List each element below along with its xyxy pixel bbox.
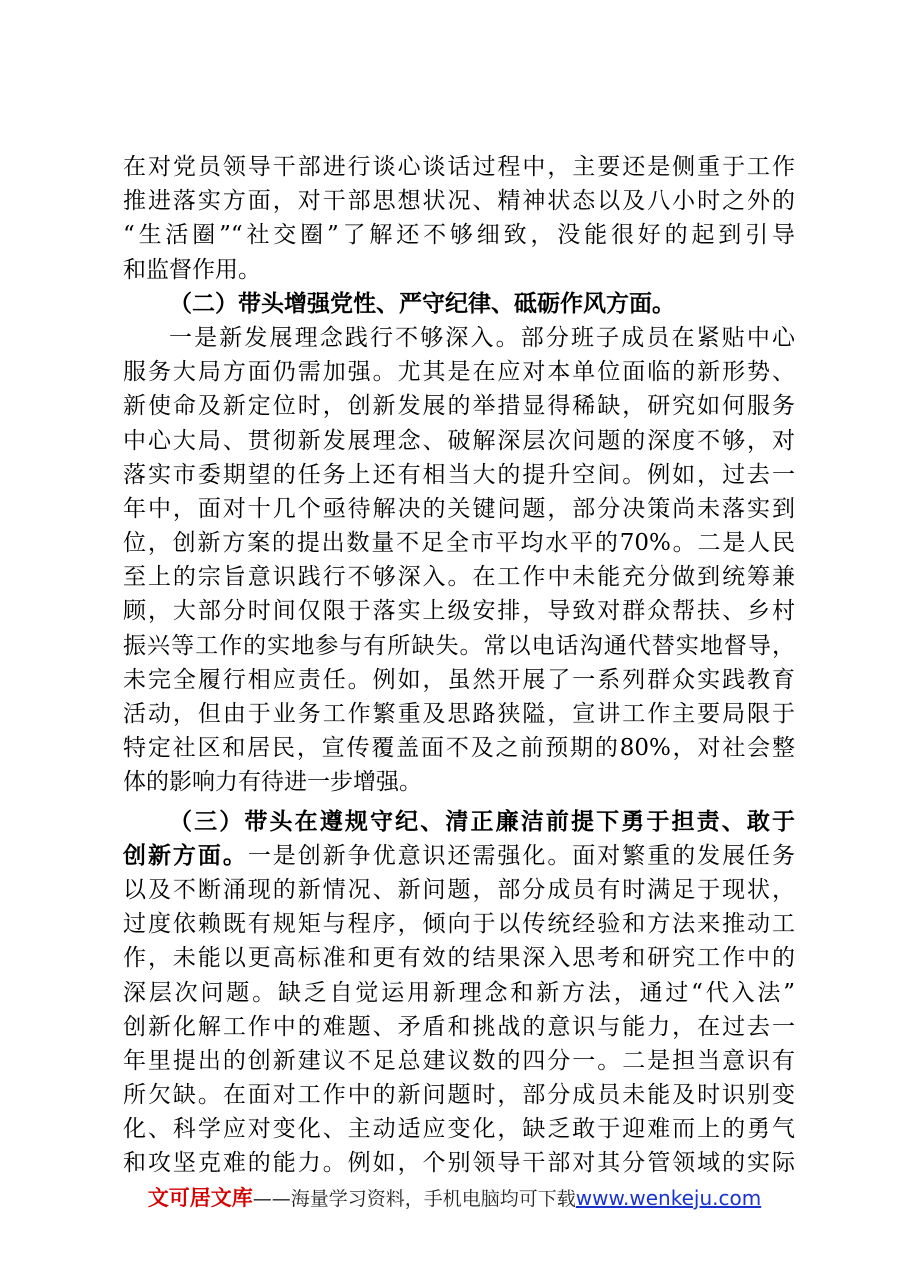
text-line: 新使命及新定位时，创新发展的举措显得稀缺，研究如何服务 bbox=[123, 393, 795, 420]
text-line: 以及不断涌现的新情况、新问题，部分成员有时满足于现状， bbox=[123, 876, 795, 903]
text-line: 振兴等工作的实地参与有所缺失。常以电话沟通代替实地督导， bbox=[123, 632, 795, 659]
text-line: 落实市委期望的任务上还有相当大的提升空间。例如，过去一 bbox=[123, 461, 795, 488]
text-line: 顾，大部分时间仅限于落实上级安排，导致对群众帮扶、乡村 bbox=[123, 598, 795, 625]
document-body bbox=[123, 150, 795, 1181]
text-line: 体的影响力有待进一步增强。 bbox=[123, 769, 422, 796]
text-line: 在对党员领导干部进行谈心谈话过程中，主要还是侧重于工作 bbox=[123, 154, 795, 180]
text-line: 活动，但由于业务工作繁重及思路狭隘，宣讲工作主要局限于 bbox=[123, 701, 795, 727]
text-line: 和监督作用。 bbox=[123, 256, 261, 283]
text-span: 一是创新争优意识还需强化。面对繁重的发展任务 bbox=[247, 842, 795, 869]
site-link[interactable]: www.wenkeju.com bbox=[575, 1186, 762, 1210]
text-line: 年里提出的创新建议不足总建议数的四分一。二是担当意识有 bbox=[123, 1047, 795, 1074]
text-line: 深层次问题。缺乏自觉运用新理念和新方法，通过“代入法” bbox=[123, 979, 795, 1006]
text-line: 作，未能以更高标准和更有效的结果深入思考和研究工作中的 bbox=[123, 945, 795, 972]
text-line: 中心大局、贯彻新发展理念、破解深层次问题的深度不够，对 bbox=[123, 427, 795, 454]
text-line: 过度依赖既有规矩与程序，倾向于以传统经验和方法来推动工 bbox=[123, 911, 795, 938]
section-heading-tail: 创新方面。 bbox=[123, 841, 248, 869]
text-line: 一是新发展理念践行不够深入。部分班子成员在紧贴中心 bbox=[169, 324, 795, 351]
text-line: 未完全履行相应责任。例如，虽然开展了一系列群众实践教育 bbox=[123, 666, 795, 693]
text-line: 化、科学应对变化、主动适应变化，缺乏敢于迎难而上的勇气 bbox=[123, 1116, 795, 1143]
section-heading: （三）带头在遵规守纪、清正廉洁前提下勇于担责、敢于 bbox=[169, 807, 795, 835]
footer-banner bbox=[0, 1182, 909, 1212]
section-heading-line bbox=[123, 805, 795, 839]
footer-tagline: ——海量学习资料，手机电脑均可下载 bbox=[252, 1188, 576, 1210]
text-line: 年中，面对十几个亟待解决的关键问题，部分决策尚未落实到 bbox=[123, 495, 795, 522]
text-line: 服务大局方面仍需加强。尤其是在应对本单位面临的新形势、 bbox=[123, 359, 795, 386]
text-line: “生活圈”“社交圈”了解还不够细致，没能很好的起到引导 bbox=[123, 222, 795, 249]
text-line: 至上的宗旨意识践行不够深入。在工作中未能充分做到统筹兼 bbox=[123, 564, 795, 591]
section-heading: （二）带头增强党性、严守纪律、砥砺作风方面。 bbox=[169, 289, 675, 317]
text-line: 创新化解工作中的难题、矛盾和挑战的意识与能力，在过去一 bbox=[123, 1013, 795, 1040]
brand-name: 文可居文库 bbox=[147, 1186, 253, 1210]
text-line: 和攻坚克难的能力。例如，个别领导干部对其分管领域的实际 bbox=[123, 1150, 795, 1177]
text-line: 所欠缺。在面对工作中的新问题时，部分成员未能及时识别变 bbox=[123, 1082, 795, 1109]
text-line: 位，创新方案的提出数量不足全市平均水平的70%。二是人民 bbox=[123, 530, 795, 557]
text-line bbox=[123, 839, 795, 873]
text-line: 特定社区和居民，宣传覆盖面不及之前预期的80%，对社会整 bbox=[123, 735, 795, 762]
text-line: 推进落实方面，对干部思想状况、精神状态以及八小时之外的 bbox=[123, 188, 795, 215]
